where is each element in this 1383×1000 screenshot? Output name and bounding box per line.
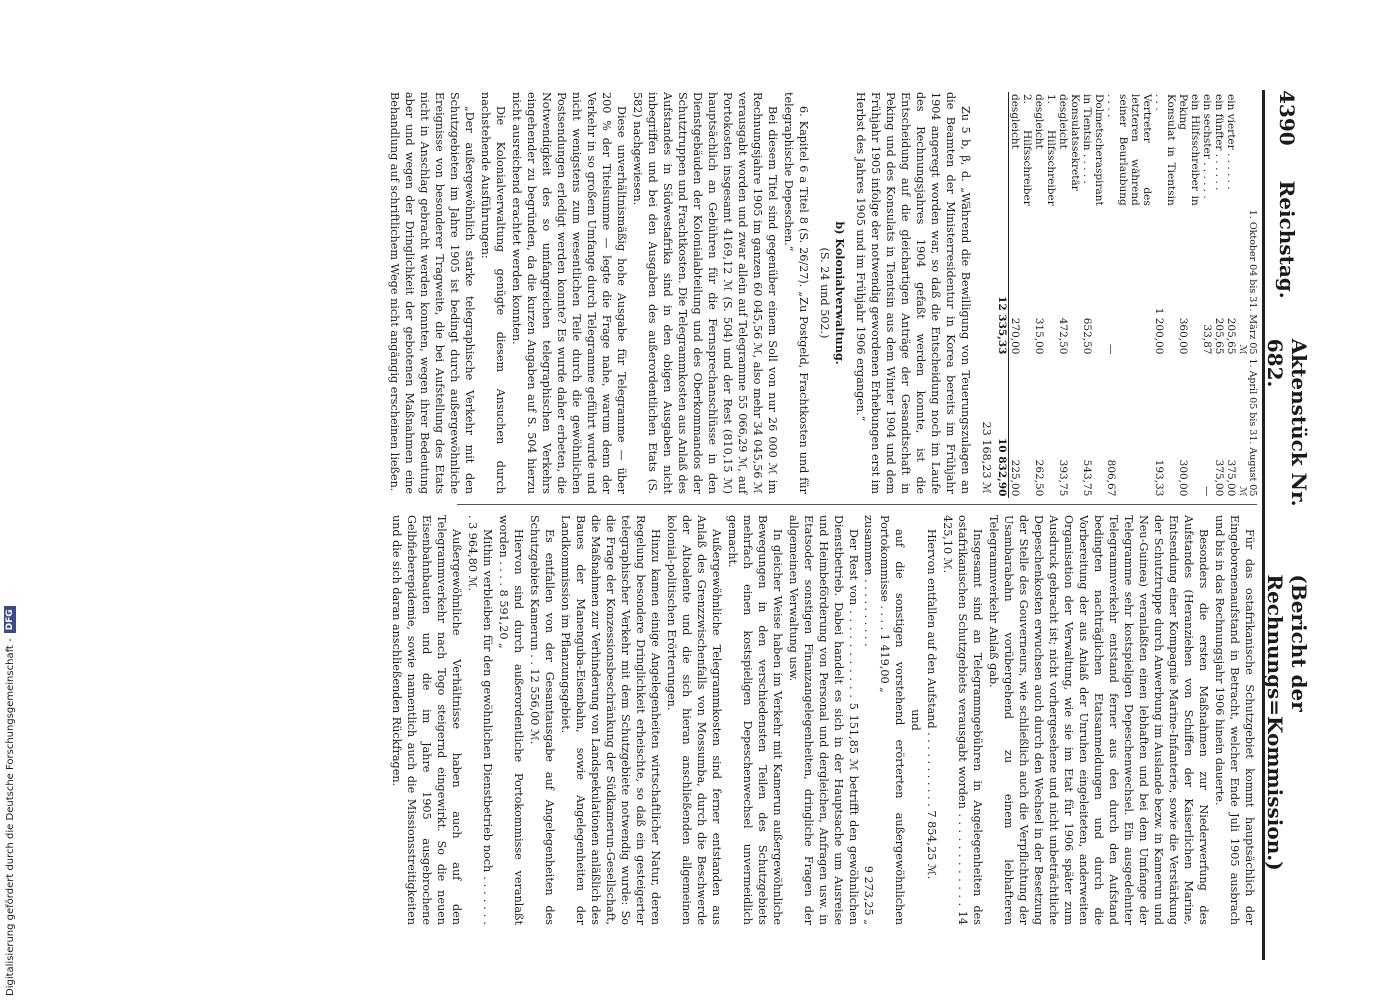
digitization-text: Digitalisierung gefördert durch die Deutsche Forschungsgemeinschaft - (4, 638, 16, 996)
page-header (1263, 90, 1311, 960)
table-unit: ℳ (1237, 486, 1248, 497)
table-row: 1. Hilfsschreiber desgleicht 315,00 262,50 (1033, 94, 1057, 497)
table-row: ein fünfter . . . . . . 205,65 375,00 (1213, 94, 1225, 497)
header-center-title: Aktenstück Nr. 682. (1263, 338, 1311, 507)
paragraph: Außergewöhnliche Verhältnisse haben auch auf den Telegrammverkehr nach Togo steigernd eingewirkt. So die neuen Eisenbahnbauten und die im Jahre 1905 ausgebrochene Gelbfieberepidemie, sowie namentlich auch die Missionsstreitigkeiten und die sich daran anschließenden Rückfragen. (390, 515, 463, 925)
header-rule (1262, 90, 1265, 960)
right-column (388, 515, 1257, 925)
table-row: ein sechster . . . . . . 33,87 — (1201, 94, 1213, 497)
margin-strip (0, 0, 28, 1000)
sum-label: zusammen . . . . . . . . . . (862, 515, 875, 647)
table-row: ein vierter . . . . . . 205,65 375,00 (1225, 94, 1237, 497)
paragraph: In gleicher Weise haben im Verkehr mit Kamerun außergewöhnliche Bewegungen in den verschiedensten Teilen des Schutzgebiets mehrfach einen kostspieligen Depeschenwechsel unvermeidlich gemacht. (726, 515, 784, 925)
table-row: ein Hilfsschreiber in Peking 360,00 300,00 (1177, 94, 1201, 497)
paragraph: Insgesamt sind an Telegrammgebühren in Angelegenheiten des ostafrikanischen Schutzgebiets verausgabt worden . . . . . . . . . . . . 14 425,10 ℳ. (941, 515, 984, 925)
table-col2-header: 1. April 05 bis 31. August 05 (1247, 358, 1258, 497)
paragraph: Es entfallen von der Gesamtausgabe auf Angelegenheiten des Schutzgebiets Kamerun . . 12 556,00 ℳ. (528, 515, 556, 925)
table-row: Konsulatssekretär desgleicht 472,50 393,75 (1057, 94, 1081, 497)
paragraph: Hiervon entfallen auf den Aufstand . . . . . . . . . . . 7 854,25 ℳ. (925, 529, 938, 880)
table-unit: ℳ (1237, 344, 1248, 355)
salary-table (996, 92, 1257, 498)
paragraph: Hiervon sind durch außerordentliche Portokommisse veranlaßt worden . . . . 8 591,20 „ (497, 515, 525, 925)
column-divider (457, 504, 1257, 505)
page-number: 4390 (1275, 90, 1299, 146)
table-col1-header: 1. Oktober 04 bis 31. März 05 (1247, 209, 1258, 355)
sum-value: 9 273,25 „ (862, 865, 875, 925)
header-left-title: Reichstag. (1275, 180, 1299, 299)
paragraph: Die Kolonialverwaltung genügte diesem Ansuchen durch nachstehende Ausführungen: (479, 92, 507, 494)
total-b: 10 832,90 (996, 356, 1009, 498)
digitization-note (4, 606, 16, 996)
dfg-logo: DFG (4, 606, 16, 633)
table-row: Dolmetscheraspirant in Tientsin . . . . . 652,50 543,75 (1081, 94, 1105, 497)
paragraph: „Der außergewöhnlich starke telegraphische Verkehr mit den Schutzgebieten im Jahre 1905 ist bedingt durch außergewöhnliche Ereignisse von besonderer Tragweite, die bei Aufstellung des Etats nicht in Anschlag gebracht werden konnten, wegen ihrer Bedeutung aber und wegen der Dringlichkeit der gebotenen Maßnahmen eine Behandlung auf schriftlichem Wege nicht angängig erscheinen ließen. (388, 92, 476, 494)
table-row: Konsulat in Tientsin . . . 1 200,00 193,33 (1153, 94, 1177, 497)
paragraph: Zu 5 b, β, d. „Während die Bewilligung von Teuerungszulagen an die Beamten der Ministerresidentur in Korea bereits im Frühjahr 1904 angeregt worden war, so daß die Entscheidung noch im Laufe des Rechnungsjahres 1904 gefaßt werden konnte, ist die Entscheidung auf die gleichartigen Anträge der Gesandtschaft in Peking und des Konsulats in Tientsin aus dem Winter 1904 und dem Frühjahr 1905 infolge der notwendig gewordenen Erhebungen erst im Herbst des Jahres 1905 und im Frühjahr 1906 ergangen.“ (854, 92, 972, 494)
section-reference: (S. 24 und 502.) (818, 247, 831, 339)
paragraph: Besonders die ersten Maßnahmen zur Niederwerfung des Aufstandes (Heranziehen von Schiffen der Kaiserlichen Marine, Entsendung einer Kompagnie Marine-Infanterie, sowie die Verstärkung der Schutztruppe durch Anwerbung im Auslande bezw. in Kamerun und Neu-Guinea) veranlaßten einen lebhaften und bei dem Umfange der Telegramme sehr kostspieligen Depeschenwechsel. Ein ausgedehnter Telegrammverkehr entstand ferner aus den durch den Aufstand bedingten nachträglichen Etatsanmeldungen und durch die Vorbereitung der aus Anlaß der Unruhen eingeleiteten, anderweiten Organisation der Verwaltung, wie sie im Etat für 1906 später zum Ausdruck gebracht ist; nicht vorhergesehene und nicht unbeträchtliche Depeschenkosten erwuchsen auch durch den Wechsel in der Besetzung der Stelle des Gouverneurs, wie schließlich auch die Verpflichtung der Usambarabahn vorübergehend zu einem lebhafteren Telegrammverkehr Anlaß gab. (987, 515, 1210, 925)
sum-row (861, 515, 876, 925)
paragraph: auf die sonstigen vorstehend erörterten außergewöhnlichen Portokommisse . . . . 1 419,00 „ (878, 515, 906, 925)
total-a: 12 335,33 (996, 208, 1009, 357)
section-heading: b) Kolonialverwaltung. (833, 221, 847, 365)
header-right-title: (Bericht der Rechnungs=Kommission.) (1263, 574, 1311, 871)
paragraph: Der Rest von . . . . . . . . . . . 5 151,85 ℳ betrifft den gewöhnlichen Dienstbetrieb. Dabei handelt es sich in der Hauptsache um Ausreise und Heimbeförderung von Personal und dergleichen, Anfragen usw. in Etatsoder sonstigen Finanzangelegenheiten, dringliche Fragen der allgemeinen Verwaltung usw. (787, 515, 860, 925)
left-column (386, 92, 1258, 497)
paragraph: Außergewöhnliche Telegrammkosten sind ferner entstanden aus Anlaß des Grenzzwischenfalls von Mossumba, durch die Beschwerde der Altoalente und die sich hieran anschließenden allgemeinen kolonial-politischen Erörterungen. (665, 515, 723, 925)
paragraph: Hinzu kamen einige Angelegenheiten wirtschaftlicher Natur, deren Regelung besondere Dringlichkeit erheischte, so daß ein gesteigerter telegraphischer Verkehr mit dem Schutzgebiete notwendig wurde: So die Frage der Konzessionsbeschränkung der Südkamerun-Gesellschaft, die Maßnahmen zur Verhinderung von Landspekulationen anläßlich des Baues der Manenguba-Eisenbahn, sowie Angelegenheiten der Landkommission im Pflanzungsgebiet. (559, 515, 662, 925)
paragraph: Diese unverhältnismäßig hohe Ausgabe für Telegramme — über 200 % der Titelsumme — legte die Frage nahe, warum denn der Verkehr in so großem Umfange durch Telegramme geführt wurde und nicht wenigstens zum wesentlichen Teile durch die gewöhnlichen Postsendungen erledigt werden konnte? Es wurde daher erbeten, die Notwendigkeit des so umfangreichen telegraphischen Verkehrs eingehender zu begründen, da die kurzen Angaben auf S. 504 hierzu nicht ausreichend erachtet werden konnten. (510, 92, 628, 494)
table-total-row (996, 92, 1009, 498)
paragraph: Für das ostafrikanische Schutzgebiet kommt hauptsächlich der Eingeborenenaufstand in Betracht, welcher Ende Juli 1905 ausbrach und bis in das Rechnungsjahr 1906 hinein dauerte. (1213, 515, 1256, 925)
table-row: Vertreter des letzteren während seiner Beurlaubung . . . . — 806,67 (1105, 94, 1153, 497)
grand-total: 23 168,23 ℳ (980, 421, 993, 494)
paragraph: 6. Kapitel 6 a Titel 8 (S. 26/27). „Zu Postgeld, Frachtkosten und für telegraphische Depeschen.“ (782, 92, 810, 494)
table-row: 2. Hilfsschreiber desgleicht 270,00 225,00 (1009, 94, 1033, 497)
paragraph: und (909, 709, 922, 731)
paragraph: Mithin verbleiben für den gewöhnlichen Dienstbetrieb noch . . . . . . . . 3 964,80 ℳ. (466, 515, 494, 925)
paragraph: Bei diesem Titel sind gegenüber einem Soll von nur 26 000 ℳ im Rechnungsjahre 1905 im ganzen 60 045,56 ℳ, also mehr 34 045,56 ℳ verausgabt worden und zwar allein auf Telegramme 55 066,29 ℳ, auf Portokosten insgesamt 4169,12 ℳ (S. 504) und der Rest (810,15 ℳ) hauptsächlich an Gebühren für die Fernsprechanschlüsse in den Dienstgebäuden der Kolonialabteilung und des Oberkommandos der Schutztruppen und Frachtkosten. Die Telegrammkosten aus Anlaß des Aufstandes in Südwestafrika sind in den obigen Ausgaben nicht inbegriffen und bei den Ausgaben des außerordentlichen Etats (S. 582) nachgewiesen. (631, 92, 779, 494)
